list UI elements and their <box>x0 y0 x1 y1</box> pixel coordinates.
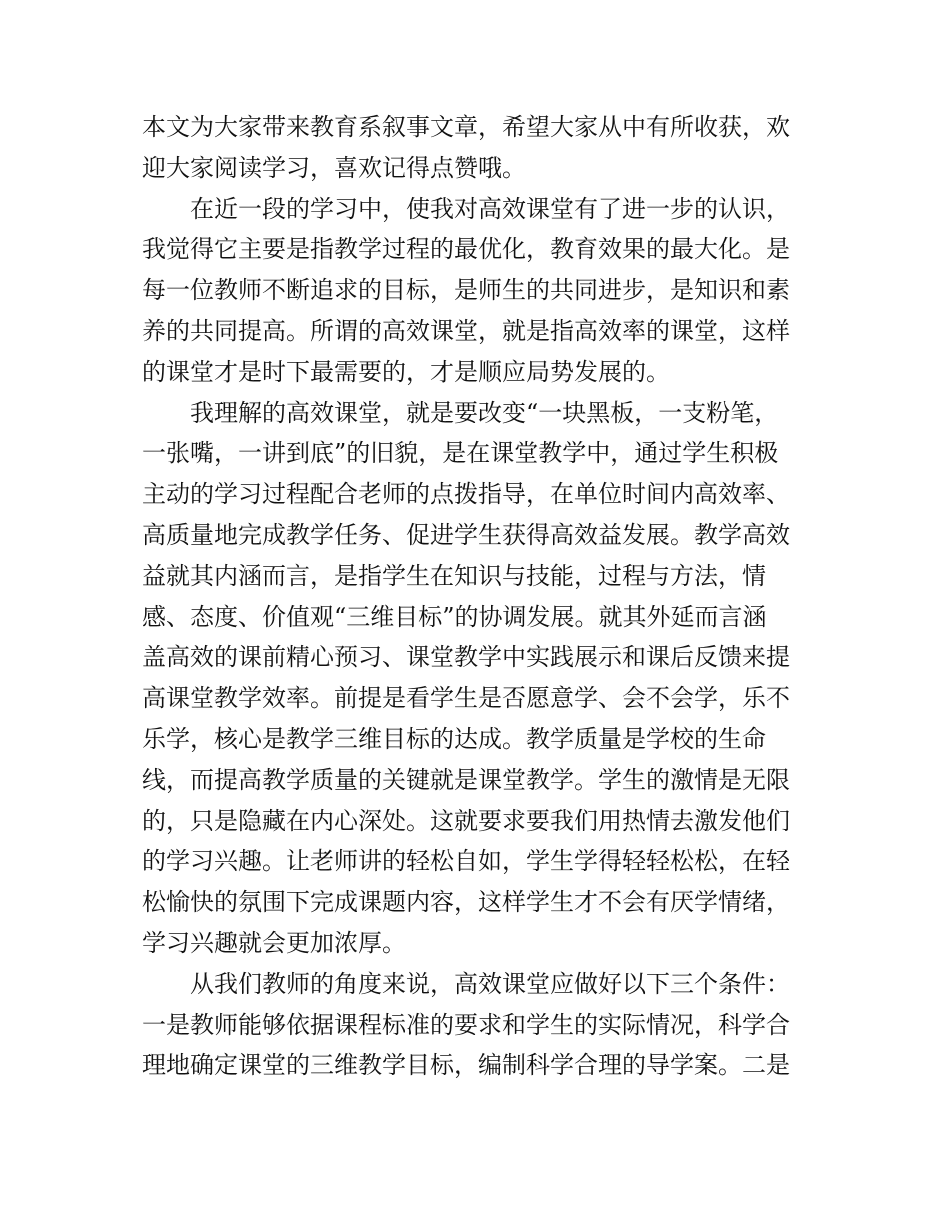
text-line: 主动的学习过程配合老师的点拨指导，在单位时间内高效率、 <box>142 480 790 509</box>
text-line: 的，只是隐藏在内心深处。这就要求要我们用热情去激发他们 <box>142 806 790 835</box>
text-line: 在近一段的学习中，使我对高效课堂有了进一步的认识， <box>190 194 790 223</box>
document-body <box>142 107 822 1086</box>
text-line: 高质量地完成教学任务、促进学生获得高效益发展。教学高效 <box>142 520 790 549</box>
text-line: 乐学，核心是教学三维目标的达成。教学质量是学校的生命 <box>142 724 766 753</box>
text-line: 迎大家阅读学习，喜欢记得点赞哦。 <box>142 153 526 182</box>
text-line: 养的共同提高。所谓的高效课堂，就是指高效率的课堂，这样 <box>142 316 790 345</box>
text-line: 线，而提高教学质量的关键就是课堂教学。学生的激情是无限 <box>142 765 790 794</box>
text-line: 松愉快的氛围下完成课题内容，这样学生才不会有厌学情绪， <box>142 888 790 917</box>
text-line: 的课堂才是时下最需要的，才是顺应局势发展的。 <box>142 357 670 386</box>
text-line: 每一位教师不断追求的目标，是师生的共同进步，是知识和素 <box>142 276 790 305</box>
text-line: 学习兴趣就会更加浓厚。 <box>142 928 406 957</box>
text-line: 盖高效的课前精心预习、课堂教学中实践展示和课后反馈来提 <box>142 643 790 672</box>
text-line: 一是教师能够依据课程标准的要求和学生的实际情况，科学合 <box>142 1010 790 1039</box>
text-line: 益就其内涵而言，是指学生在知识与技能，过程与方法，情 <box>142 561 766 590</box>
text-line: 我理解的高效课堂，就是要改变“一块黑板，一支粉笔， <box>190 398 779 427</box>
text-line: 从我们教师的角度来说，高效课堂应做好以下三个条件： <box>190 969 790 998</box>
text-line: 一张嘴，一讲到底”的旧貌，是在课堂教学中，通过学生积极 <box>142 439 779 468</box>
text-line: 理地确定课堂的三维教学目标，编制科学合理的导学案。二是 <box>142 1051 790 1080</box>
text-line: 高课堂教学效率。前提是看学生是否愿意学、会不会学，乐不 <box>142 684 790 713</box>
text-line: 本文为大家带来教育系叙事文章，希望大家从中有所收获，欢 <box>142 113 790 141</box>
text-line: 的学习兴趣。让老师讲的轻松自如，学生学得轻轻松松，在轻 <box>142 847 790 876</box>
text-line: 我觉得它主要是指教学过程的最优化，教育效果的最大化。是 <box>142 235 790 264</box>
text-line: 感、态度、价值观“三维目标”的协调发展。就其外延而言涵 <box>142 602 767 631</box>
